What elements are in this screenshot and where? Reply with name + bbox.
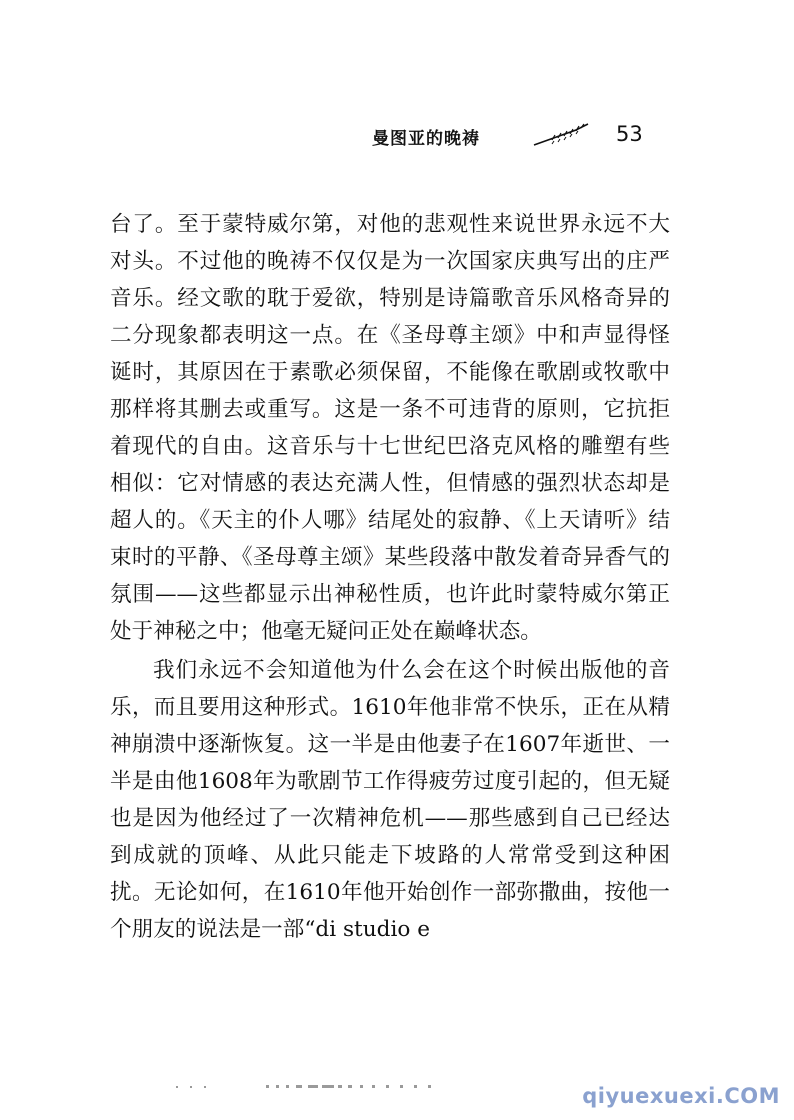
- running-title: 曼图亚的晚祷: [372, 129, 480, 149]
- site-watermark: qiyuexuexi.COM: [582, 1084, 780, 1108]
- scan-specks: [176, 1082, 446, 1092]
- page-number: 53: [616, 122, 643, 146]
- body-text: [110, 206, 670, 948]
- paragraph-2: 我们永远不会知道他为什么会在这个时候出版他的音乐，而且要用这种形式。1610年他非常不快乐，正在从精神崩溃中逐渐恢复。这一半是由他妻子在1607年逝世、一半是由他1608年为歌剧节工作得疲劳过度引起的，但无疑也是因为他经过了一次精神危机——那些感到自己已经达到成就的顶峰、从此只能走下坡路的人常常受到这种困扰。无论如何，在1610年他开始创作一部弥撒曲，按他一个朋友的说法是一部“di studio e: [110, 658, 670, 942]
- running-header: [372, 118, 672, 152]
- paragraph-1: 台了。至于蒙特威尔第，对他的悲观性来说世界永远不大对头。不过他的晚祷不仅仅是为一次国家庆典写出的庄严音乐。经文歌的耽于爱欲，特别是诗篇歌音乐风格奇异的二分现象都表明这一点。在《圣母尊主颂》中和声显得怪诞时，其原因在于素歌必须保留，不能像在歌剧或牧歌中那样将其删去或重写。这是一条不可违背的原则，它抗拒着现代的自由。这音乐与十七世纪巴洛克风格的雕塑有些相似：它对情感的表达充满人性，但情感的强烈状态却是超人的。《天主的仆人哪》结尾处的寂静、《上天请听》结束时的平静、《圣母尊主颂》某些段落中散发着奇异香气的氛围——这些都显示出神秘性质，也许此时蒙特威尔第正处于神秘之中；他毫无疑问正处在巅峰状态。: [110, 212, 670, 644]
- quill-ornament-icon: [532, 120, 590, 148]
